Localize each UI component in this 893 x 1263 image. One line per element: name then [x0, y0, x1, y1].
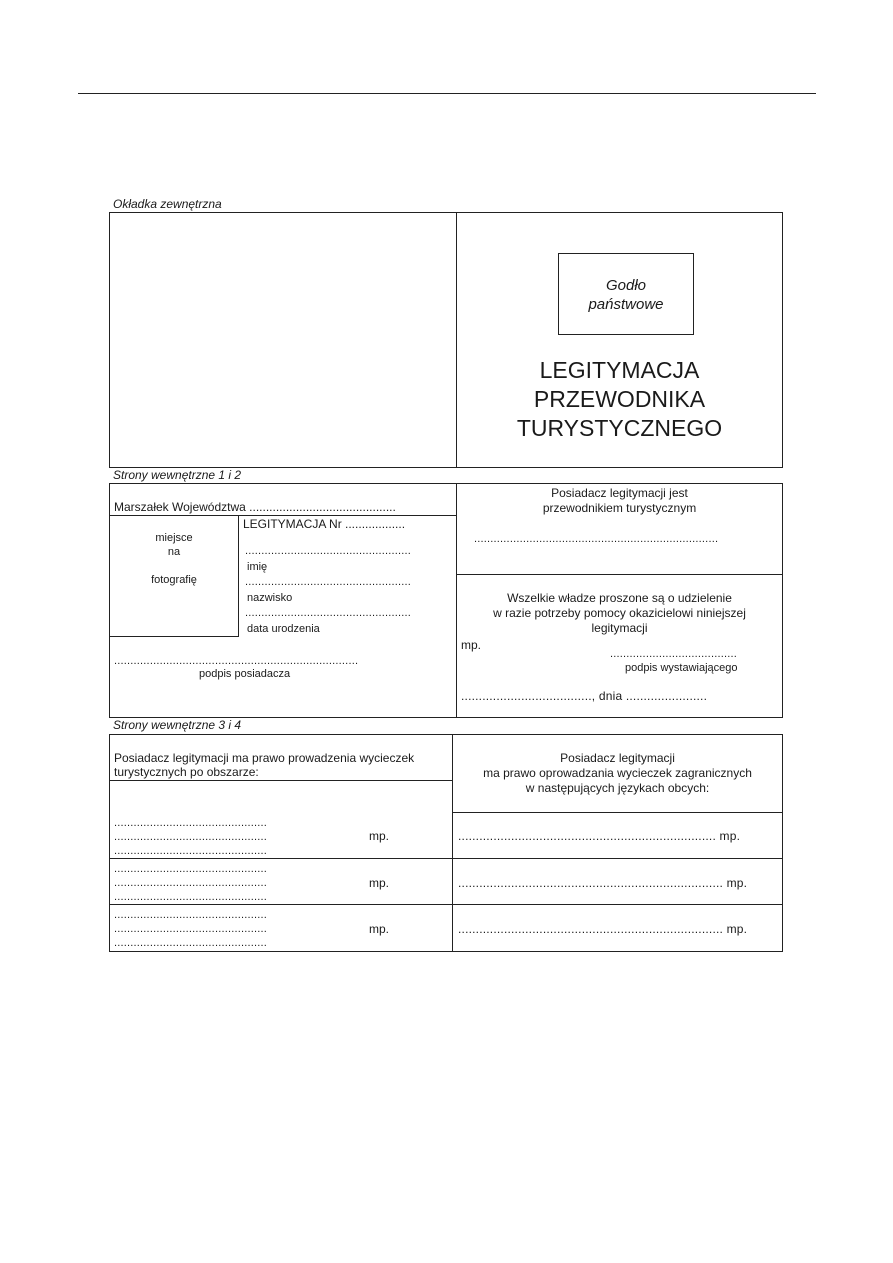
left-header-line1: Posiadacz legitymacji ma prawo prowadzenia wycieczek: [114, 751, 415, 765]
area-dots: ...............................................: [114, 863, 268, 875]
area-row-1: [114, 816, 267, 858]
request-line2: w razie potrzeby pomocy okazicielowi niniejszej: [493, 606, 746, 620]
holder-line2: przewodnikiem turystycznym: [542, 501, 697, 515]
pages12-right-divider: [456, 574, 783, 575]
right-header-line2: ma prawo oprowadzania wycieczek zagranicznych: [483, 766, 752, 780]
request-line1: Wszelkie władze proszone są o udzielenie: [507, 591, 732, 605]
issuer-dots: .......................................: [610, 648, 737, 660]
signature-label: podpis posiadacza: [199, 668, 291, 680]
emblem-line1: Godło: [605, 277, 647, 294]
holder-statement: [456, 486, 783, 516]
emblem-label: [558, 276, 694, 314]
cover-title-line1: LEGITYMACJA: [539, 357, 700, 383]
right-header-line1: Posiadacz legitymacji: [560, 751, 675, 765]
area-dots: ...............................................: [114, 909, 268, 921]
id-number: LEGITYMACJA Nr ..................: [243, 517, 406, 531]
surname-dots: ...................................................: [245, 576, 412, 588]
left-header-line2: turystycznych po obszarze:: [114, 765, 259, 779]
right-header: [452, 751, 783, 796]
left-header: [114, 751, 414, 779]
emblem-line2: państwowe: [588, 296, 664, 313]
cover-title-line3: TURYSTYCZNEGO: [516, 415, 723, 441]
row-divider-1: [109, 858, 783, 859]
cover-caption: Okładka zewnętrzna: [113, 197, 222, 211]
area-dots: ...............................................: [114, 877, 268, 889]
photo-line2: na: [167, 546, 181, 558]
pages34-caption: Strony wewnętrzne 3 i 4: [113, 718, 242, 732]
row-divider-2: [109, 904, 783, 905]
request-statement: [456, 591, 783, 636]
birth-label: data urodzenia: [247, 623, 320, 635]
name-dots: ...................................................: [245, 545, 412, 557]
marshal-line: Marszałek Województwa ............................................: [114, 500, 396, 514]
date-line: ....................................., dnia .......................: [461, 689, 708, 703]
photo-line1: miejsce: [155, 532, 193, 544]
area-row-3: [114, 908, 267, 950]
top-rule: [78, 93, 816, 94]
area-dots: ...............................................: [114, 891, 268, 903]
holder-dots: ...........................................................................: [474, 533, 719, 545]
cover-title: [456, 356, 783, 443]
language-row-2: ........................................................................... mp.: [458, 876, 748, 890]
holder-line1: Posiadacz legitymacji jest: [551, 486, 688, 500]
area-stamp-2: mp.: [369, 876, 390, 890]
language-row-1: ......................................................................... mp.: [458, 829, 741, 843]
pages12-caption: Strony wewnętrzne 1 i 2: [113, 468, 242, 482]
signature-dots: ...........................................................................: [114, 655, 359, 667]
birth-dots: ...................................................: [245, 607, 412, 619]
surname-label: nazwisko: [247, 592, 293, 604]
name-label: imię: [247, 561, 268, 573]
photo-line3: fotografię: [151, 574, 197, 586]
area-dots: ...............................................: [114, 831, 268, 843]
area-dots: ...............................................: [114, 923, 268, 935]
right-header-divider: [452, 812, 783, 813]
area-stamp-3: mp.: [369, 922, 390, 936]
area-dots: ...............................................: [114, 845, 268, 857]
area-row-2: [114, 862, 267, 904]
cover-title-line2: PRZEWODNIKA: [533, 386, 706, 412]
stamp-mark: mp.: [461, 638, 482, 652]
issuer-label: podpis wystawiającego: [625, 662, 738, 674]
area-stamp-1: mp.: [369, 829, 390, 843]
request-line3: legitymacji: [591, 621, 648, 635]
left-header-divider: [109, 780, 452, 781]
photo-placeholder: [109, 531, 239, 587]
area-dots: ...............................................: [114, 817, 268, 829]
area-dots: ...............................................: [114, 937, 268, 949]
right-header-line3: w następujących językach obcych:: [525, 781, 710, 795]
language-row-3: ........................................................................... mp.: [458, 922, 748, 936]
